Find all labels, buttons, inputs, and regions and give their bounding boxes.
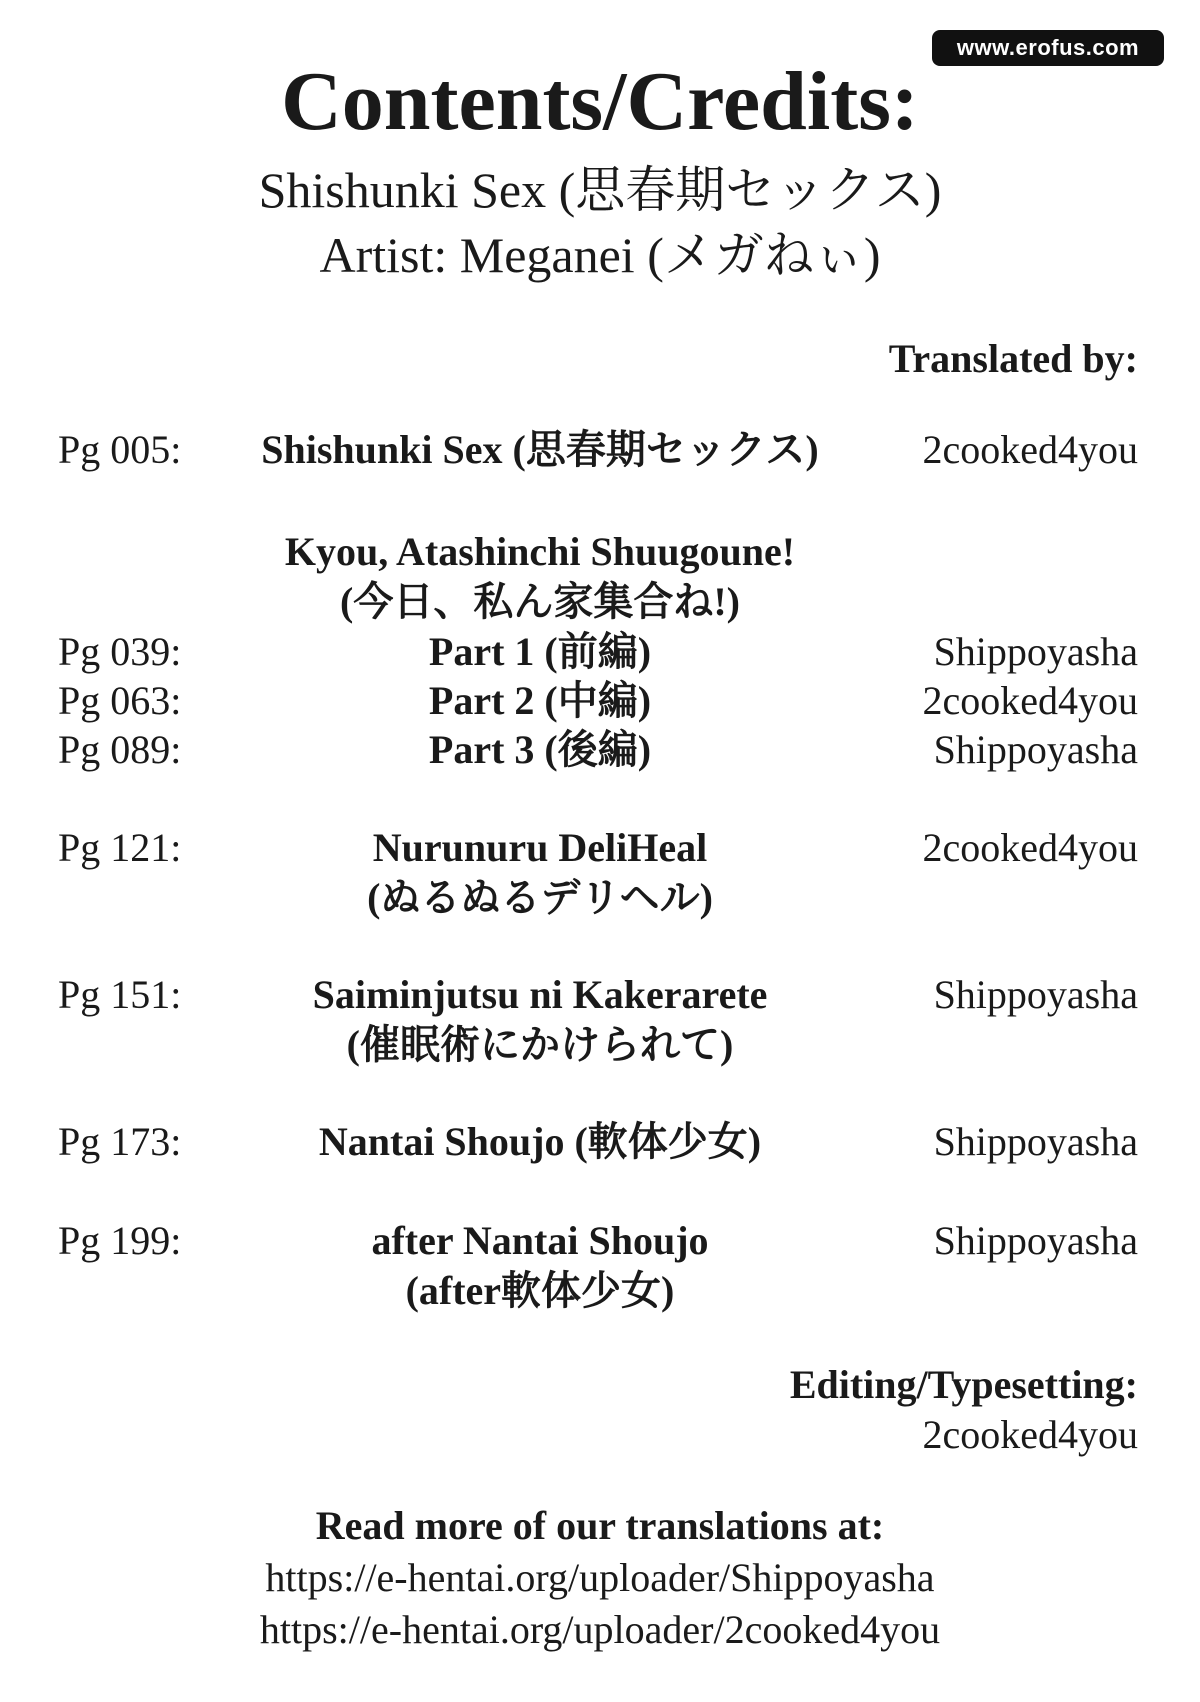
toc-page-number: Pg 063: xyxy=(58,678,182,723)
toc-translator: Shippoyasha xyxy=(933,1119,1138,1164)
book-title: Shishunki Sex (思春期セックス) xyxy=(258,162,942,218)
toc-title: (催眠術にかけられて) xyxy=(346,1022,734,1067)
editing-name: 2cooked4you xyxy=(922,1412,1138,1457)
promo-section xyxy=(0,1500,1200,1656)
artist-credit: Artist: Meganei (メガねぃ) xyxy=(319,227,881,283)
toc-page-number: Pg 005: xyxy=(58,427,182,472)
toc-title: (今日、私ん家集合ね!) xyxy=(340,579,740,624)
toc-translator: Shippoyasha xyxy=(933,972,1138,1017)
toc-translator: Shippoyasha xyxy=(933,1218,1138,1263)
toc-title: Nantai Shoujo (軟体少女) xyxy=(318,1119,762,1164)
toc-page-number: Pg 199: xyxy=(58,1218,182,1263)
toc-page-number: Pg 039: xyxy=(58,629,182,674)
promo-heading: Read more of our translations at: xyxy=(315,1503,885,1548)
translated-by-heading: Translated by: xyxy=(888,336,1138,381)
toc-title: after Nantai Shoujo xyxy=(371,1218,709,1263)
toc-translator: Shippoyasha xyxy=(933,727,1138,772)
toc-title: (after軟体少女) xyxy=(405,1268,675,1313)
toc-translator: Shippoyasha xyxy=(933,629,1138,674)
toc-translator: 2cooked4you xyxy=(922,678,1138,723)
uploader-link[interactable]: https://e-hentai.org/uploader/2cooked4you xyxy=(259,1607,941,1652)
toc-page-number: Pg 121: xyxy=(58,825,182,870)
toc-page-number: Pg 173: xyxy=(58,1119,182,1164)
toc-title: Saiminjutsu ni Kakerarete xyxy=(312,972,768,1017)
site-watermark: www.erofus.com xyxy=(932,30,1164,66)
toc-page-number: Pg 151: xyxy=(58,972,182,1017)
toc-title: Part 1 (前編) xyxy=(428,629,652,674)
toc-title: Shishunki Sex (思春期セックス) xyxy=(261,427,819,472)
editing-credit xyxy=(790,1360,1138,1460)
toc-title: (ぬるぬるデリヘル) xyxy=(367,875,713,920)
uploader-link[interactable]: https://e-hentai.org/uploader/Shippoyasha xyxy=(265,1555,935,1600)
page-title: Contents/Credits: xyxy=(281,55,919,148)
toc-translator: 2cooked4you xyxy=(922,825,1138,870)
toc-title: Part 2 (中編) xyxy=(428,678,652,723)
toc-title: Kyou, Atashinchi Shuugoune! xyxy=(284,529,796,574)
toc-translator: 2cooked4you xyxy=(922,427,1138,472)
toc-title: Nurunuru DeliHeal xyxy=(372,825,708,870)
toc-title: Part 3 (後編) xyxy=(428,727,652,772)
toc-page-number: Pg 089: xyxy=(58,727,182,772)
editing-label: Editing/Typesetting: xyxy=(789,1362,1138,1407)
